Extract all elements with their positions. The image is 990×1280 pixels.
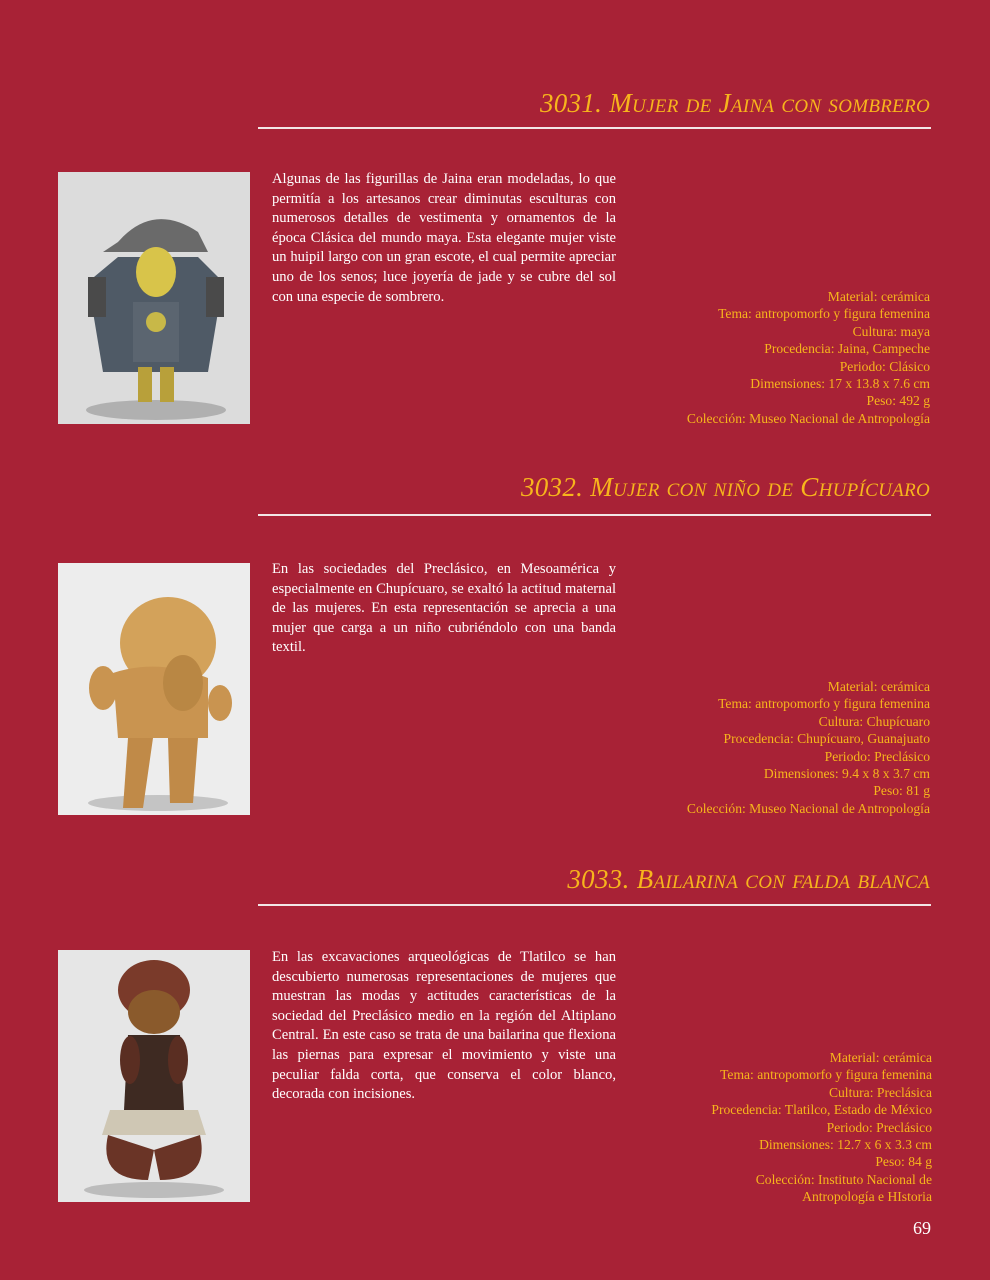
detail-coleccion-cont: Antropología e HIstoria	[802, 1189, 932, 1205]
detail-coleccion: Colección: Instituto Nacional de	[755, 1171, 932, 1187]
detail-procedencia: Procedencia: Chupícuaro, Guanajuato	[723, 731, 930, 747]
title-divider	[258, 127, 931, 129]
detail-material: Material: cerámica	[829, 1050, 932, 1065]
entry-description: En las excavaciones arqueológicas de Tlatilco se han descubierto numerosas representaciones de mujeres que muestran las modas y actitudes características de la sociedad del Preclásico medio en la región del Altiplano Central. En este caso se trata de una bailarina que flexiona las piernas para expresar el movimiento y viste una peculiar falda corta, que conserva el color blanco, decorada con incisiones.	[272, 949, 616, 1103]
detail-dimensiones: Dimensiones: 12.7 x 6 x 3.3 cm	[759, 1137, 932, 1153]
detail-procedencia: Procedencia: Tlatilco, Estado de México	[711, 1102, 932, 1118]
detail-periodo: Periodo: Preclásico	[824, 748, 930, 764]
detail-periodo: Periodo: Preclásico	[826, 1119, 932, 1135]
detail-coleccion: Colección: Museo Nacional de Antropología	[686, 410, 930, 426]
detail-tema: Tema: antropomorfo y figura femenina	[718, 696, 930, 712]
detail-cultura: Cultura: maya	[852, 323, 930, 339]
entry-details	[600, 288, 930, 427]
title-divider	[258, 514, 931, 516]
entry-title: 3031. Mujer de Jaina con sombrero	[539, 88, 930, 118]
entry-description: En las sociedades del Preclásico, en Mesoamérica y especialmente en Chupícuaro, se exaltó la actitud maternal de las mujeres. En esta representación se aprecia a una mujer que carga a un niño cubriéndolo con una banda textil.	[272, 561, 616, 656]
entry-title: 3033. Bailarina con falda blanca	[567, 864, 930, 894]
title-divider	[258, 904, 931, 906]
figurine-photo	[58, 563, 250, 815]
figurine-photo	[58, 172, 250, 424]
entry-description: Algunas de las figurillas de Jaina eran modeladas, lo que permitía a los artesanos crear diminutas esculturas con numerosos detalles de vestimenta y ornamentos de la época Clásica del mundo maya. Esta elegante mujer viste un huipil largo con un gran escote, el cual permite apreciar uno de los senos; luce joyería de jade y se cubre del sol con una especie de sombrero.	[272, 171, 616, 305]
detail-peso: Peso: 84 g	[875, 1154, 932, 1170]
detail-peso: Peso: 81 g	[873, 783, 930, 799]
detail-tema: Tema: antropomorfo y figura femenina	[718, 306, 930, 322]
detail-tema: Tema: antropomorfo y figura femenina	[720, 1067, 932, 1083]
detail-peso: Peso: 492 g	[866, 393, 930, 409]
detail-cultura: Cultura: Preclásica	[828, 1084, 932, 1100]
detail-material: Material: cerámica	[827, 289, 930, 304]
detail-coleccion: Colección: Museo Nacional de Antropología	[686, 800, 930, 816]
detail-cultura: Cultura: Chupícuaro	[818, 713, 930, 729]
detail-material: Material: cerámica	[827, 679, 930, 694]
entry-details	[600, 678, 930, 817]
detail-dimensiones: Dimensiones: 9.4 x 8 x 3.7 cm	[763, 766, 930, 782]
detail-procedencia: Procedencia: Jaina, Campeche	[764, 341, 930, 357]
detail-dimensiones: Dimensiones: 17 x 13.8 x 7.6 cm	[750, 376, 930, 392]
page-number: 69	[913, 1218, 931, 1238]
figurine-photo	[58, 950, 250, 1202]
detail-periodo: Periodo: Clásico	[839, 358, 930, 374]
entry-title: 3032. Mujer con niño de Chupícuaro	[520, 472, 930, 502]
entry-details	[602, 1049, 932, 1206]
